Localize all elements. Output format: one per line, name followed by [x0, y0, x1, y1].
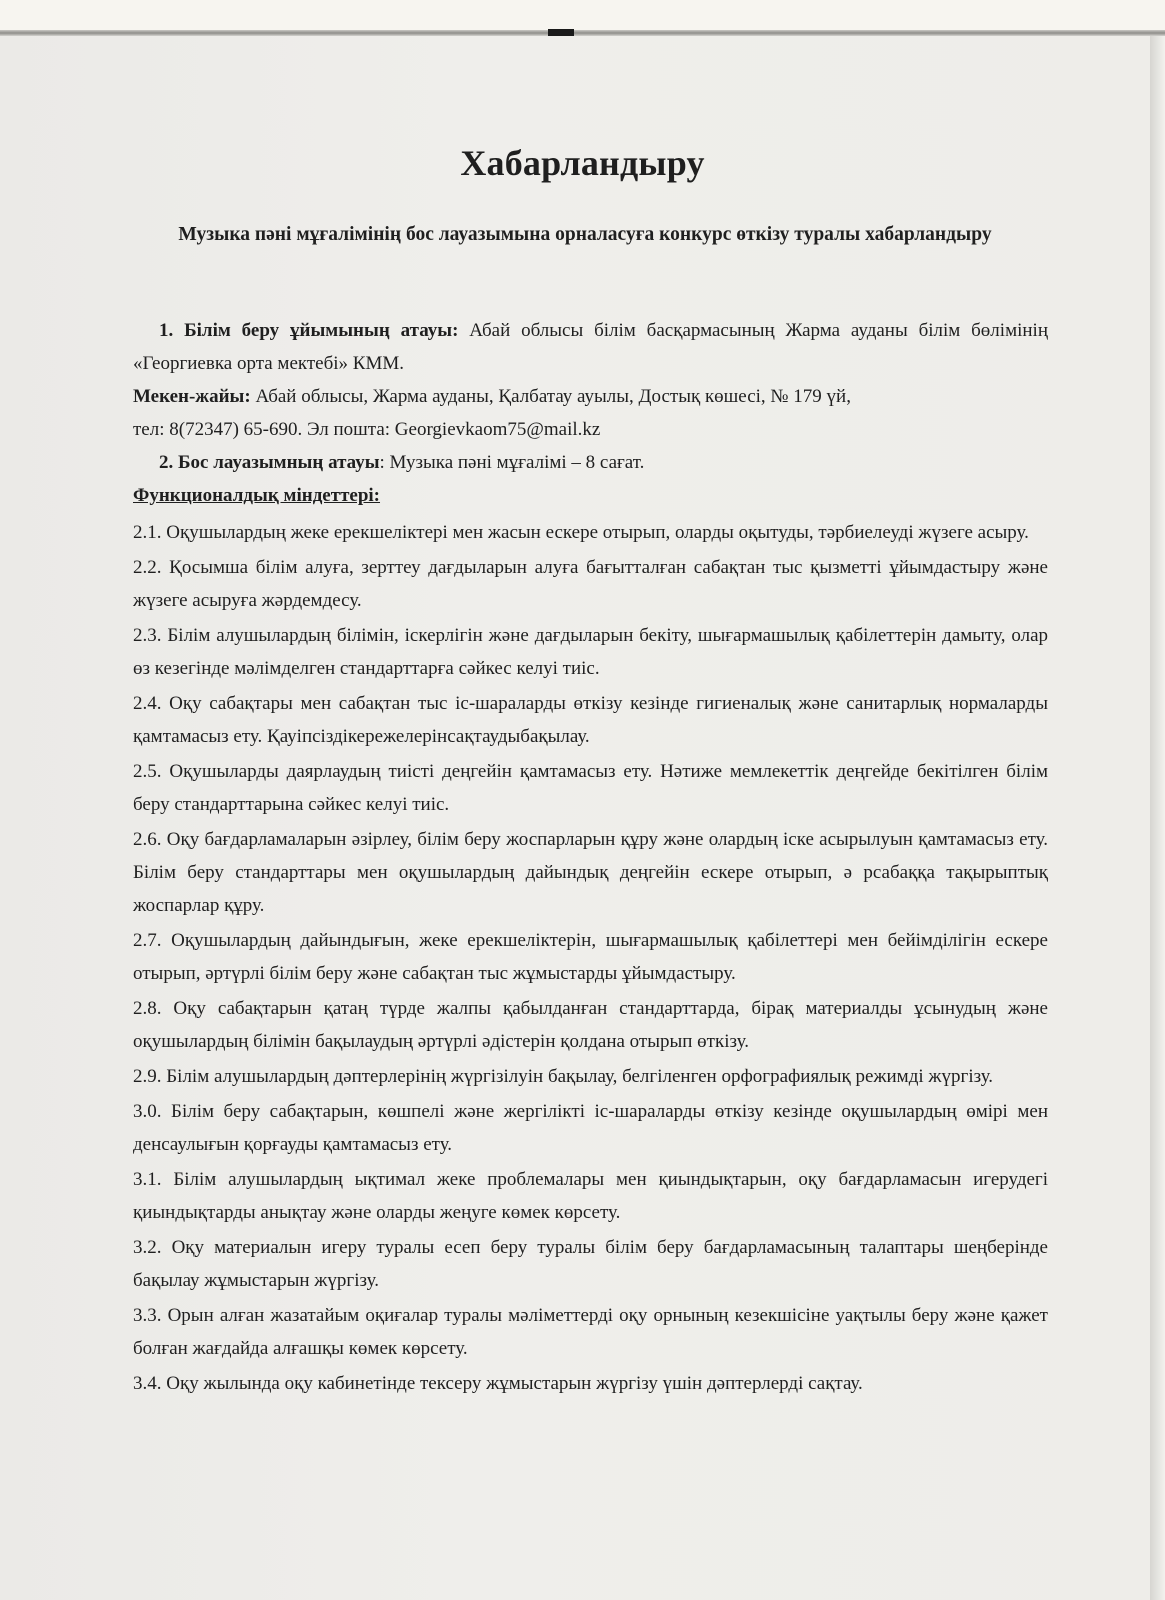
duties-list: [133, 516, 1048, 1400]
scan-top-margin: [0, 0, 1165, 32]
duty-item: 2.9. Білім алушылардың дәптерлерінің жүргізілуін бақылау, белгіленген орфографиялық режимді жүргізу.: [133, 1066, 994, 1087]
duty-item: 3.4. Оқу жылында оқу кабинетінде тексеру жұмыстарын жүргізу үшін дәптерлерді сақтау.: [133, 1373, 863, 1394]
contacts-line: тел: 8(72347) 65-690. Эл пошта: Georgievkaom75@mail.kz: [133, 419, 601, 440]
duty-item: 3.0. Білім беру сабақтарын, көшпелі және жергілікті іс-шараларды өткізу кезінде оқушылардың өмірі мен денсаулығын қорғауды қамтамасыз ету.: [133, 1101, 1048, 1155]
document-body: [133, 314, 1048, 1402]
duty-item: 2.2. Қосымша білім алуға, зерттеу дағдыларын алуға бағытталған сабақтан тыс қызметті ұйымдастыру және жүзеге асыруға жәрдемдесу.: [133, 557, 1048, 611]
position-label: 2. Бос лауазымның атауы: [159, 452, 380, 473]
duty-item: 2.6. Оқу бағдарламаларын әзірлеу, білім беру жоспарларын құру және олардың іске асырылуын қамтамасыз ету. Білім беру стандарттары мен оқушылардың дайындық деңгейін ескере отырып, ә рсабаққа тақырыптық жоспарлар құру.: [133, 829, 1048, 916]
duty-item: 2.5. Оқушыларды даярлаудың тиісті деңгейін қамтамасыз ету. Нәтиже мемлекеттік деңгейде бекітілген білім беру стандарттарына сәйкес келуі тиіс.: [133, 761, 1048, 815]
document-title: Хабарландыру: [460, 143, 705, 183]
duty-item: 3.1. Білім алушылардың ықтимал жеке проблемалары мен қиындықтарын, оқу бағдарламасын игерудегі қиындықтарды анықтау және оларды жеңуге көмек көрсету.: [133, 1169, 1048, 1223]
page-right-edge: [1150, 36, 1165, 1600]
organization-paragraph: [133, 314, 1048, 380]
scan-edge: [0, 30, 1165, 36]
address-value: Абай облысы, Жарма ауданы, Қалбатау ауылы, Достық көшесі, № 179 үй,: [250, 386, 851, 407]
duty-item: 2.3. Білім алушылардың білімін, іскерлігін және дағдыларын бекіту, шығармашылық қабілеттерін дамыту, олар өз кезегінде мәлімделген стандарттарға сәйкес келуі тиіс.: [133, 625, 1048, 679]
duties-heading: Функционалдық міндеттері:: [133, 485, 381, 506]
duty-item: 2.7. Оқушылардың дайындығын, жеке ерекшеліктерін, шығармашылық қабілеттері мен бейімділігін ескере отырып, әртүрлі білім беру және сабақтан тыс жұмыстарды ұйымдастыру.: [133, 930, 1048, 984]
address-label: Мекен-жайы:: [133, 386, 251, 407]
duty-item: 2.8. Оқу сабақтарын қатаң түрде жалпы қабылданған стандарттарда, бірақ материалды ұсынудың және оқушылардың білімін бақылаудың әртүрлі әдістерін қолдана отырып өткізу.: [133, 998, 1048, 1052]
organization-label: 1. Білім беру ұйымының атауы:: [159, 320, 459, 341]
position-paragraph: [133, 446, 1048, 479]
duty-item: 3.3. Орын алған жазатайым оқиғалар туралы мәліметтерді оқу орнының кезекшісіне уақтылы беру және қажет болған жағдайда алғашқы көмек көрсету.: [133, 1305, 1048, 1359]
document-subtitle: Музыка пәні мұғалімінің бос лауазымына орналасуға конкурс өткізу туралы хабарландыру: [178, 224, 992, 245]
duty-item: 2.1. Оқушылардың жеке ерекшеліктері мен жасын ескере отырып, оларды оқытуды, тәрбиелеуді жүзеге асыру.: [133, 522, 1029, 543]
scan-tab-mark: [548, 29, 574, 36]
duty-item: 3.2. Оқу материалын игеру туралы есеп беру туралы білім беру бағдарламасының талаптары шеңберінде бақылау жұмыстарын жүргізу.: [133, 1237, 1048, 1291]
position-value: : Музыка пәні мұғалімі – 8 сағат.: [379, 452, 645, 473]
address-paragraph: [133, 380, 1048, 413]
organization-value: Абай облысы білім басқармасының Жарма ауданы білім бөлімінің «Георгиевка орта мектебі» КММ.: [133, 320, 1048, 374]
duty-item: 2.4. Оқу сабақтары мен сабақтан тыс іс-шараларды өткізу кезінде гигиеналық және санитарлық нормаларды қамтамасыз ету. Қауіпсіздікережелерінсақтаудыбақылау.: [133, 693, 1048, 747]
